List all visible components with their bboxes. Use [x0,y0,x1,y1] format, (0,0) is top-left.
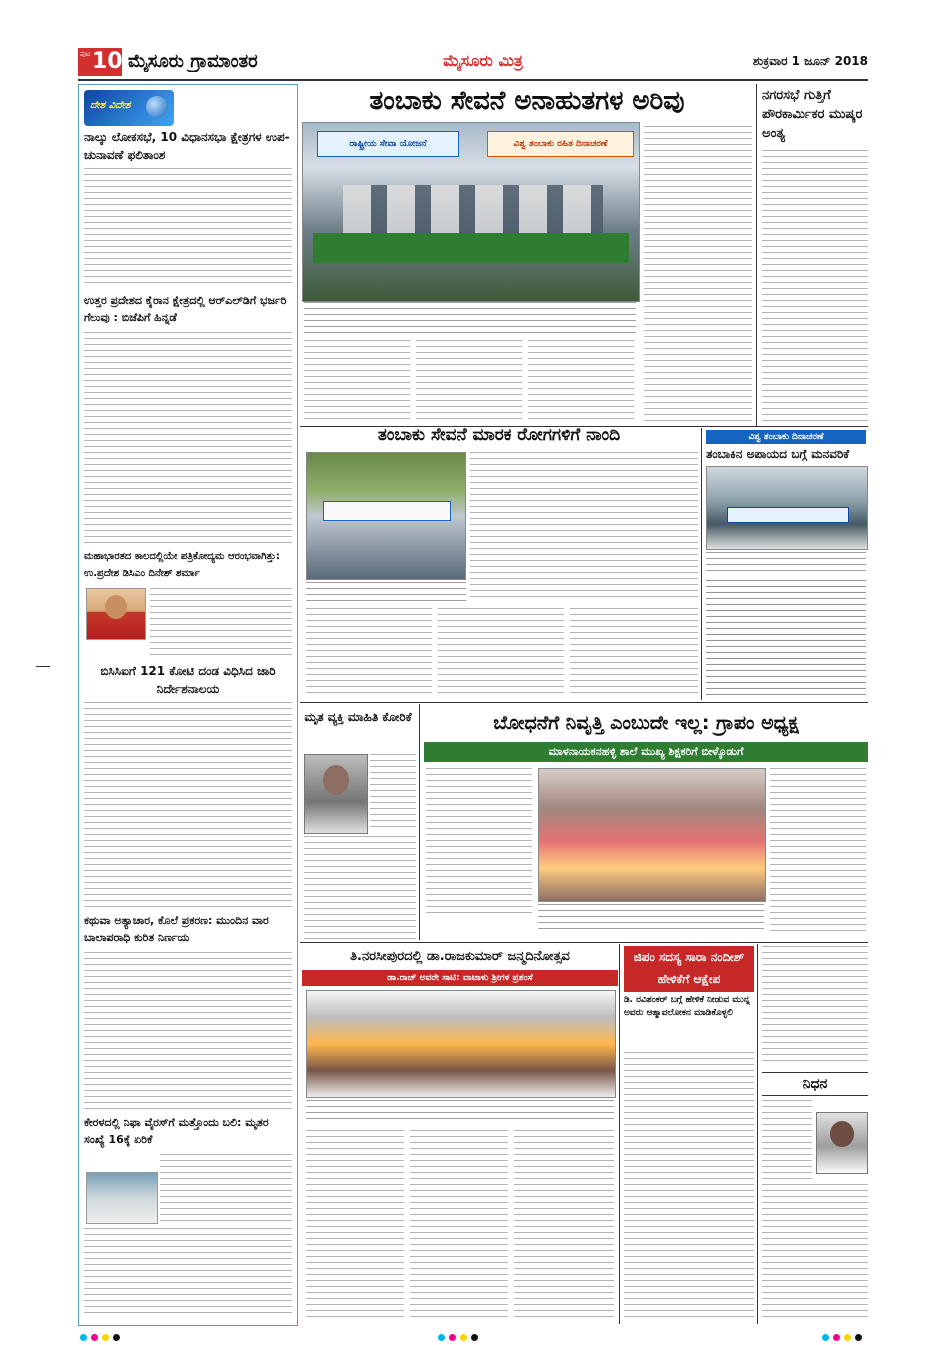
rajkumar-headline: ತಿ.ನರಸೀಪುರದಲ್ಲಿ ಡಾ.ರಾಜಕುಮಾರ್ ಜನ್ಮದಿನೋತ್ಸವ [350,949,570,964]
deceased-photo [304,754,368,834]
story2-headline: ಉತ್ತರ ಪ್ರದೇಶದ ಕೈರಾನ ಕ್ಷೇತ್ರದಲ್ಲಿ ಆರ್‌ಎಲ್‌ಡಿಗೆ ಭರ್ಜರಿ ಗೆಲುವು : ಬಿಜೆಪಿಗೆ ಹಿನ್ನಡೆ [84,294,287,324]
teacher-body-col1 [426,768,532,916]
lead-body-col2 [416,340,522,424]
story4-headline: ಬಿಸಿಸಿಐಗೆ 121 ಕೋಟಿ ದಂಡ ವಿಧಿಸಿದ ಜಾರಿ ನಿರ್ದೇಶನಾಲಯ [100,664,276,696]
zp-body-col1 [624,1052,754,1322]
section-logo-text: ದೇಶ ವಿದೇಶ [90,100,131,111]
tobacco2-body-col2 [438,608,564,696]
lead-photo-banner [317,131,459,157]
vertical-rule-2 [701,428,702,700]
right-story1-body [762,150,868,424]
lead-photo-banner-text: ರಾಷ್ಟ್ರೀಯ ಸೇವಾ ಯೋಜನೆ [349,139,427,149]
story2-body [84,332,292,544]
obituary-body-left [762,1100,812,1180]
lead-headline: ತಂಬಾಕು ಸೇವನೆ ಅನಾಹುತಗಳ ಅರಿವು [369,86,685,116]
lead-body-col4 [644,126,752,424]
story6-headline: ಕೇರಳದಲ್ಲಿ ನಿಫಾ ವೈರಸ್‌ಗೆ ಮತ್ತೊಂದು ಬಲಿ: ಮೃತರ ಸಂಖ್ಯೆ 16ಕ್ಕೆ ಏರಿಕೆ [84,1116,269,1146]
tobacco2-photo-banner [323,501,451,521]
rajkumar-subheadline: ಡಾ.ರಾಜ್ ಅವರೇ ಸಾಟಿ: ವಾಟಾಳು ಶ್ರೀಗಳ ಪ್ರಶಂಸೆ [302,970,618,986]
globe-icon [146,96,168,118]
page-number-box [78,48,122,76]
dinesh-sharma-photo [86,588,146,640]
tobacco3-photo [706,466,868,550]
deceased-body-right [370,754,416,832]
tobacco3-body-wide [706,580,866,698]
zp-body-col2 [762,946,868,1066]
teacher-subheadline: ಮಾಳನಾಯಕನಹಳ್ಳಿ ಶಾಲೆ ಮುಖ್ಯ ಶಿಕ್ಷಕರಿಗೆ ಬೀಳ್ಕೊಡುಗೆ [424,742,868,762]
story3-headline: ಮಹಾಭಾರತದ ಕಾಲದಲ್ಲಿಯೇ ಪತ್ರಿಕೋದ್ಯಮ ಆರಂಭವಾಗಿತ್ತು: ಉ.ಪ್ರದೇಶ ಡಿಸಿಎಂ ದಿನೇಶ್ ಶರ್ಮಾ [84,551,280,579]
section-title: ಮೈಸೂರು ಗ್ರಾಮಾಂತರ [128,51,258,72]
story6-body [160,1154,292,1222]
issue-date: ಶುಕ್ರವಾರ 1 ಜೂನ್ 2018 [752,54,868,68]
paper-name: ಮೈಸೂರು ಮಿತ್ರ [443,51,523,70]
vertical-rule-5 [757,944,758,1324]
person-icon [105,595,127,619]
registration-marks-left [80,1326,160,1334]
vertical-rule-center [756,84,757,426]
margin-tick [36,666,50,667]
tobacco2-body-right [470,452,698,602]
zp-headline [624,946,754,992]
lead-photo-people [343,185,603,233]
page-number: 10 [92,49,123,74]
lead-photo-caption [304,302,636,336]
nipah-photo [86,1172,158,1224]
deceased-headline: ಮೃತ ವ್ಯಕ್ತಿ ಮಾಹಿತಿ ಕೋರಿಕೆ [304,710,412,724]
story1-headline: ನಾಲ್ಕು ಲೋಕಸಭೆ, 10 ವಿಧಾನಸಭಾ ಕ್ಷೇತ್ರಗಳ ಉಪ-ಚುನಾವಣೆ ಫಲಿತಾಂಶ [84,130,290,162]
teacher-photo [538,768,766,902]
teacher-caption [538,904,764,932]
person-icon [323,765,349,795]
story5-body [84,952,292,1110]
horizontal-rule-2 [300,702,868,703]
story1-body [84,168,292,288]
teacher-body-col3 [770,768,866,936]
tobacco3-photo-banner [727,507,849,523]
tobacco2-headline: ತಂಬಾಕು ಸೇವನೆ ಮಾರಕ ರೋಗಗಳಿಗೆ ನಾಂದಿ [377,425,621,445]
story4-body [84,702,292,908]
tobacco2-body-col3 [570,608,698,696]
rajkumar-body-col2 [410,1130,508,1322]
obituary-photo [816,1112,868,1174]
tobacco2-caption [306,582,466,604]
registration-marks-center [438,1326,518,1334]
masthead-rule [78,79,868,81]
story5-headline: ಕಥುವಾ ಅತ್ಯಾಚಾರ, ಕೊಲೆ ಪ್ರಕರಣ: ಮುಂದಿನ ವಾರ ಬಾಲಾಪರಾಧಿ ಕುರಿತ ನಿರ್ಣಯ [84,914,269,944]
tobacco2-photo [306,452,466,580]
rajkumar-caption [306,1100,614,1124]
story6-body-cont [84,1228,292,1318]
lead-photo-banner2 [487,131,634,157]
horizontal-rule-3 [300,942,868,943]
tobacco3-headline: ತಂಬಾಕಿನ ಅಪಾಯದ ಬಗ್ಗೆ ಮನವರಿಕೆ [706,447,850,461]
section-logo [84,90,174,126]
lead-body-col1 [304,340,410,424]
tobacco2-body-col1 [306,608,432,696]
obituary-headline: ನಿಧನ [762,1072,868,1096]
tobacco3-caption [706,552,866,574]
lead-photo-table [313,233,629,263]
vertical-rule-3 [419,704,420,940]
registration-marks-right [822,1326,882,1334]
rajkumar-photo [306,990,616,1098]
deceased-body [304,836,416,940]
vertical-rule-4 [619,944,620,1324]
lead-photo [302,122,640,302]
right-story1-headline: ನಗರಸಭೆ ಗುತ್ತಿಗೆ ಪೌರಕಾರ್ಮಿಕರ ಮುಷ್ಕರ ಅಂತ್ಯ [762,88,863,141]
page-label: ಪುಟ [80,50,91,58]
rajkumar-body-col1 [306,1130,404,1322]
lead-body-col3 [528,340,634,424]
lead-photo-banner2-text: ವಿಶ್ವ ತಂಬಾಕು ರಹಿತ ದಿನಾಚರಣೆ [513,139,608,149]
obituary-body [762,1184,868,1322]
person-icon [830,1121,854,1147]
masthead [78,48,868,78]
zp-headline-text: ಜಿಪಂ ಸದಸ್ಯ ಸಾರಾ ನಂದೀಶ್ ಹೇಳಿಕೆಗೆ ಆಕ್ಷೇಪ [633,950,745,986]
story3-body [150,588,292,656]
tobacco3-kicker: ವಿಶ್ವ ತಂಬಾಕು ದಿನಾಚರಣೆ [706,430,866,444]
zp-subheadline: ಡಿ. ರವಿಶಂಕರ್ ಬಗ್ಗೆ ಹೇಳಿಕೆ ನೀಡುವ ಮುನ್ನ ಅವರು ಆತ್ಮಾವಲೋಕನ ಮಾಡಿಕೊಳ್ಳಲಿ [624,995,750,1018]
rajkumar-body-col3 [514,1130,614,1322]
teacher-headline: ಬೋಧನೆಗೆ ನಿವೃತ್ತಿ ಎಂಬುದೇ ಇಲ್ಲ: ಗ್ರಾಪಂ ಅಧ್ಯಕ್ಷ [493,712,799,734]
